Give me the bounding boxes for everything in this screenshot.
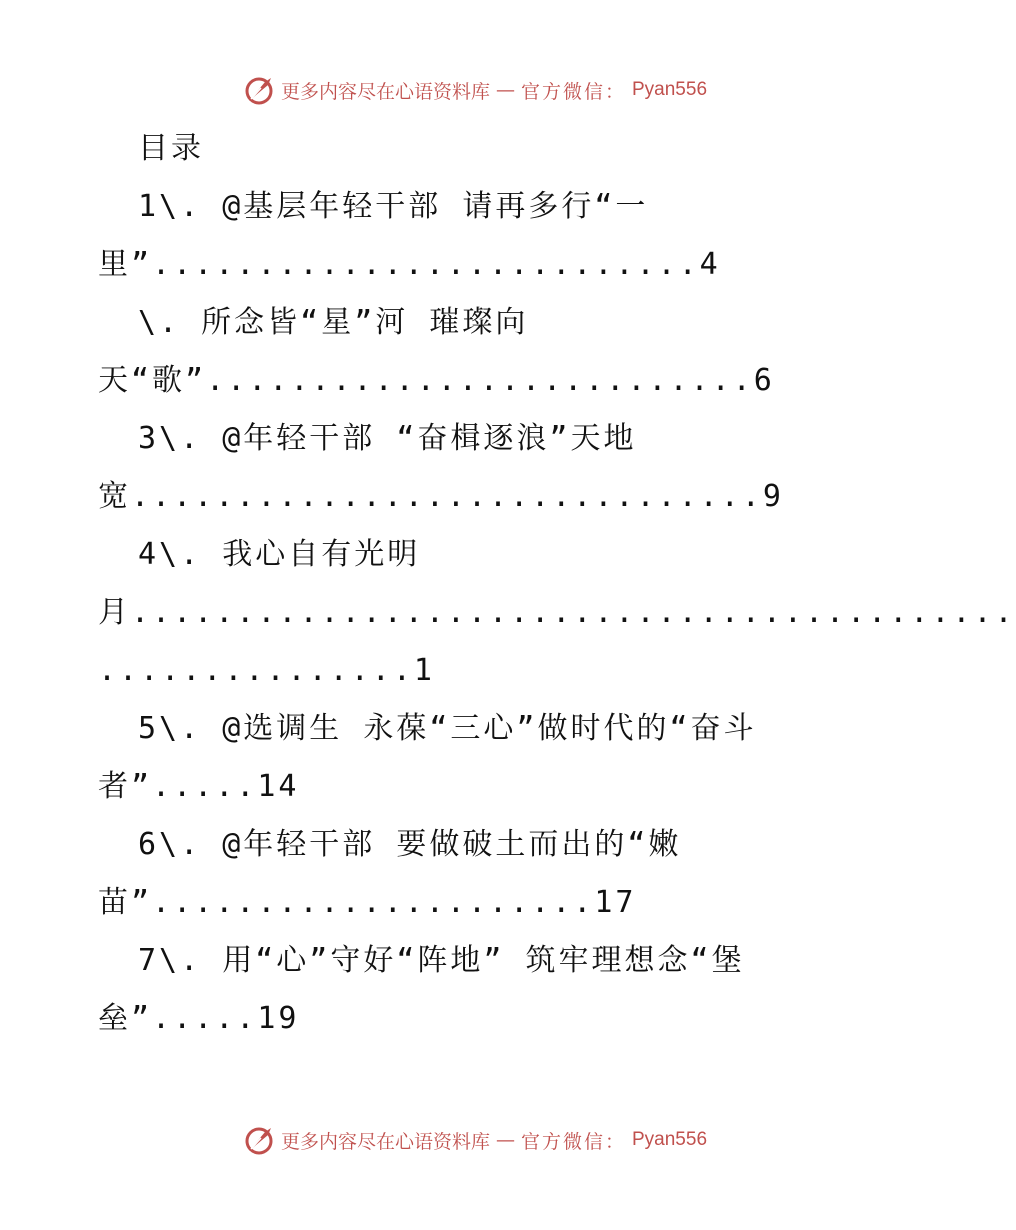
toc-title: 目录 xyxy=(138,131,204,166)
watermark xyxy=(243,74,707,106)
watermark-dash: — xyxy=(495,1129,515,1151)
toc-entry-2-line-1: \. 所念皆“星”河 璀璨向 xyxy=(138,305,529,340)
watermark-text-wechat: 官方微信： xyxy=(520,80,626,103)
watermark-text-id: Pyan556 xyxy=(632,1129,708,1150)
toc-entry-4-line-3: ...............1 xyxy=(98,653,435,688)
table-of-contents xyxy=(98,120,1016,1048)
footer-watermark xyxy=(0,1120,950,1160)
feather-pen-logo-icon xyxy=(243,1124,275,1156)
toc-entry-7-line-1: 7\. 用“心”守好“阵地” 筑牢理想念“堡 xyxy=(138,943,745,978)
toc-entry-5-line-2: 者”.....14 xyxy=(98,769,300,804)
toc-entry-7-line-2: 垒”.....19 xyxy=(98,1001,300,1036)
toc-entry-4-line-1: 4\. 我心自有光明 xyxy=(138,537,421,572)
toc-entry-3-line-2: 宽..............................9 xyxy=(98,479,784,514)
toc-entry-6-line-2: 苗”.....................17 xyxy=(98,885,637,920)
watermark-text-id: Pyan556 xyxy=(632,79,708,100)
toc-entry-1-line-2: 里”..........................4 xyxy=(98,247,721,282)
watermark-text-wechat: 官方微信： xyxy=(520,1130,626,1153)
watermark-text-main: 更多内容尽在心语资料库 xyxy=(280,1130,490,1153)
watermark-dash: — xyxy=(495,79,515,101)
header-watermark xyxy=(0,70,950,110)
toc-entry-4-line-2: 月.......................................... xyxy=(98,595,1016,630)
toc-entry-3-line-1: 3\. @年轻干部 “奋楫逐浪”天地 xyxy=(138,421,637,456)
toc-entry-5-line-1: 5\. @选调生 永葆“三心”做时代的“奋斗 xyxy=(138,711,757,746)
toc-entry-6-line-1: 6\. @年轻干部 要做破土而出的“嫩 xyxy=(138,827,682,862)
toc-entry-1-line-1: 1\. @基层年轻干部 请再多行“一 xyxy=(138,189,649,224)
toc-entry-2-line-2: 天“歌”..........................6 xyxy=(98,363,775,398)
feather-pen-logo-icon xyxy=(243,74,275,106)
watermark xyxy=(243,1124,707,1156)
watermark-text-main: 更多内容尽在心语资料库 xyxy=(280,80,490,103)
